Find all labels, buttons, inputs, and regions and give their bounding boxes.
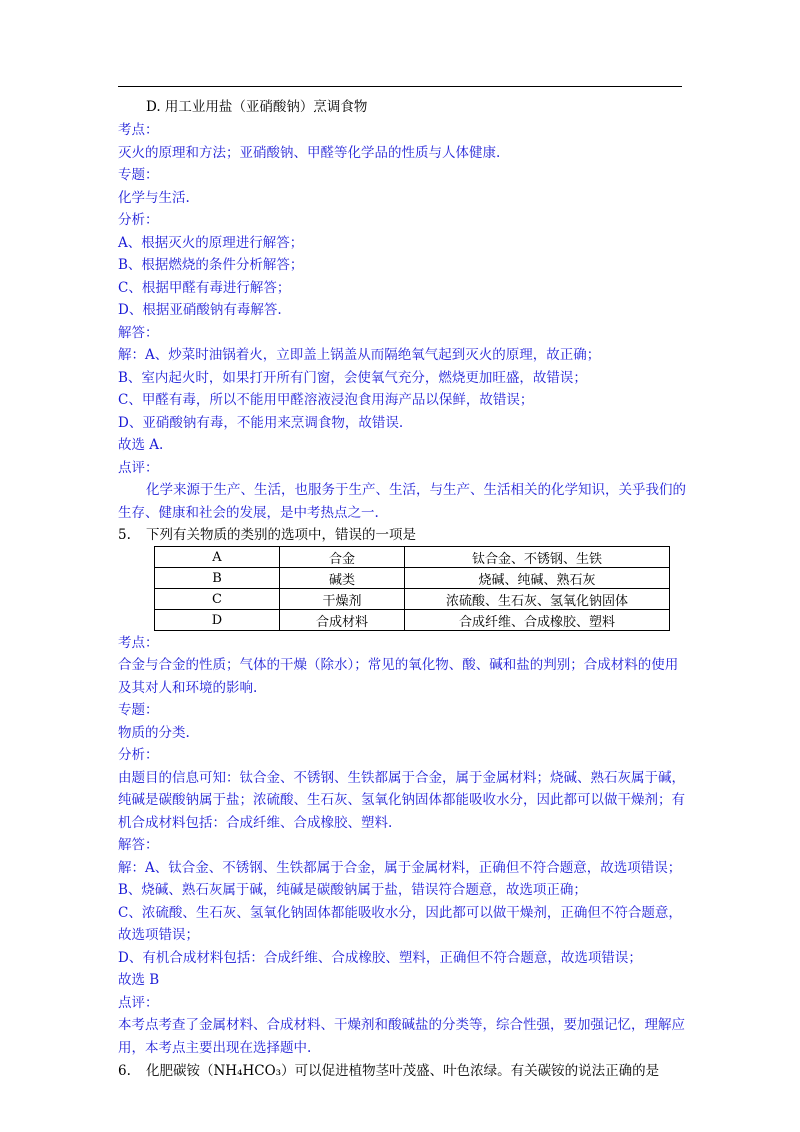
table-cell: 干燥剂: [280, 589, 405, 610]
q4-dianping-label: 点评：: [118, 460, 159, 476]
q5-jieda-line: D、有机合成材料包括：合成纤维、合成橡胶、塑料，正确但不符合题意，故选项错误；: [118, 950, 642, 966]
table-cell: 合金: [280, 547, 405, 568]
q4-jieda-line: C、甲醛有毒，所以不能用甲醛溶液浸泡食用海产品以保鲜，故错误；: [118, 392, 534, 408]
q5-jieda-label: 解答：: [118, 837, 159, 853]
q5-fenxi-line: 纯碱是碳酸钠属于盐；浓硫酸、生石灰、氢氧化钠固体都能吸收水分，因此都可以做干燥剂；有: [118, 792, 685, 808]
q5-zhuanti-label: 专题：: [118, 702, 159, 718]
table-cell: 钛合金、不锈钢、生铁: [405, 547, 670, 568]
q6-stem: 化肥碳铵（NH₄HCO₃）可以促进植物茎叶茂盛、叶色浓绿。有关碳铵的说法正确的是: [146, 1063, 660, 1079]
q5-jieda-line: 故选项错误；: [118, 927, 199, 943]
q5-fenxi-line: 由题目的信息可知：钛合金、不锈钢、生铁都属于合金，属于金属材料；烧碱、熟石灰属于碱，: [118, 770, 685, 786]
table-row: [155, 547, 670, 568]
q4-kaodian-label: 考点：: [118, 122, 159, 138]
q5-jieda-line: 解：A、钛合金、不锈钢、生铁都属于合金，属于金属材料，正确但不符合题意，故选项错误；: [118, 860, 682, 876]
q4-jieda-label: 解答：: [118, 325, 159, 341]
q4-fenxi-line: B、根据燃烧的条件分析解答；: [118, 257, 304, 273]
q5-jieda-line: B、烧碱、熟石灰属于碱，纯碱是碳酸钠属于盐，错误符合题意，故选项正确；: [118, 882, 587, 898]
q4-option-d: D. 用工业用盐（亚硝酸钠）烹调食物: [146, 99, 368, 115]
q6-number: 6.: [118, 1063, 131, 1079]
table-row: [155, 610, 670, 631]
table-cell: 合成材料: [280, 610, 405, 631]
table-cell: 浓硫酸、生石灰、氢氧化钠固体: [405, 589, 670, 610]
q4-jieda-line: D、亚硝酸钠有毒，不能用来烹调食物，故错误.: [118, 415, 404, 431]
q5-dianping-line: 用，本考点主要出现在选择题中.: [118, 1040, 312, 1056]
q4-fenxi-line: D、根据亚硝酸钠有毒解答.: [118, 302, 282, 318]
q4-jieda-line: 解：A、炒菜时油锅着火，立即盖上锅盖从而隔绝氧气起到灭火的原理，故正确；: [118, 347, 601, 363]
q4-kaodian: 灭火的原理和方法；亚硝酸钠、甲醛等化学品的性质与人体健康.: [118, 145, 501, 161]
table-cell: B: [155, 568, 280, 589]
table-cell: C: [155, 589, 280, 610]
q4-zhuanti: 化学与生活.: [118, 190, 190, 206]
table-cell: D: [155, 610, 280, 631]
q4-zhuanti-label: 专题：: [118, 167, 159, 183]
q4-answer: 故选 A.: [118, 437, 164, 453]
q4-dianping-line: 生存、健康和社会的发展，是中考热点之一.: [118, 505, 379, 521]
q4-fenxi-line: C、根据甲醛有毒进行解答；: [118, 280, 291, 296]
q5-kaodian-line: 及其对人和环境的影响.: [118, 680, 258, 696]
q5-kaodian-line: 合金与合金的性质；气体的干燥（除水）；常见的氧化物、酸、碱和盐的判别；合成材料的使用: [118, 657, 679, 673]
q5-answer: 故选 B: [118, 972, 160, 988]
q5-number: 5.: [118, 527, 131, 543]
header-rule: [118, 86, 682, 87]
q5-dianping-label: 点评：: [118, 995, 159, 1011]
q5-fenxi-label: 分析：: [118, 747, 159, 763]
q5-dianping-line: 本考点考查了金属材料、合成材料、干燥剂和酸碱盐的分类等，综合性强，要加强记忆，理解应: [118, 1017, 685, 1033]
table-cell: 碱类: [280, 568, 405, 589]
q4-dianping-line: 化学来源于生产、生活，也服务于生产、生活，与生产、生活相关的化学知识，关乎我们的: [146, 482, 686, 498]
table-row: [155, 568, 670, 589]
q4-fenxi-label: 分析：: [118, 212, 159, 228]
table-cell: 合成纤维、合成橡胶、塑料: [405, 610, 670, 631]
q5-kaodian-label: 考点：: [118, 635, 159, 651]
q5-fenxi-line: 机合成材料包括：合成纤维、合成橡胶、塑料.: [118, 815, 393, 831]
q5-jieda-line: C、浓硫酸、生石灰、氢氧化钠固体都能吸收水分，因此都可以做干燥剂，正确但不符合题意，: [118, 905, 682, 921]
q4-jieda-line: B、室内起火时，如果打开所有门窗，会使氧气充分，燃烧更加旺盛，故错误；: [118, 370, 587, 386]
q5-stem: 下列有关物质的类别的选项中，错误的一项是: [146, 527, 416, 543]
q5-zhuanti: 物质的分类.: [118, 725, 190, 741]
q5-options-table: [154, 546, 670, 631]
table-cell: A: [155, 547, 280, 568]
table-row: [155, 589, 670, 610]
q4-fenxi-line: A、根据灭火的原理进行解答；: [118, 235, 304, 251]
table-cell: 烧碱、纯碱、熟石灰: [405, 568, 670, 589]
